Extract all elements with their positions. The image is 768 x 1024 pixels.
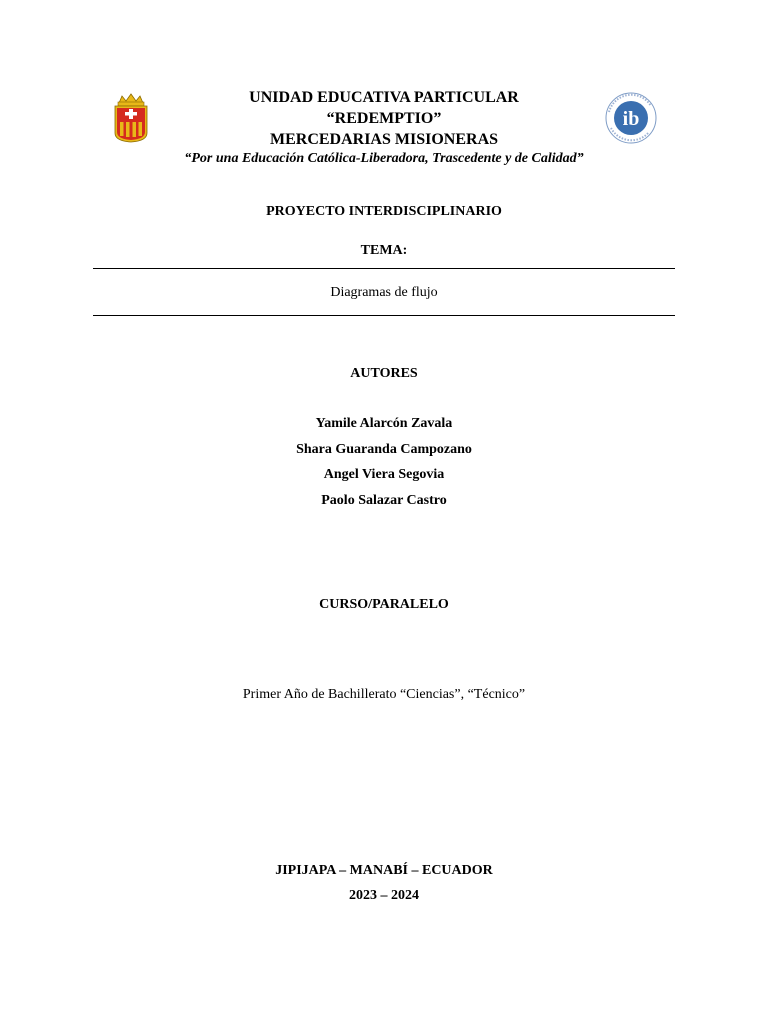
project-title: PROYECTO INTERDISCIPLINARIO [266,204,502,219]
tema-top-rule [93,268,675,269]
course-label: CURSO/PARALELO [319,597,449,612]
school-name-line3: MERCEDARIAS MISIONERAS [269,131,499,148]
ib-logo-letters: ib [622,108,640,130]
author-name: Shara Guaranda Campozano [296,442,472,457]
location: JIPIJAPA – MANABÍ – ECUADOR [275,863,493,878]
author-name: Yamile Alarcón Zavala [315,416,453,431]
school-motto: “Por una Educación Católica-Liberadora, Trascedente y de Calidad” [184,151,584,166]
tema-value: Diagramas de flujo [330,285,438,300]
course-value: Primer Año de Bachillerato “Ciencias”, “Técnico” [242,687,526,702]
authors-label: AUTORES [350,366,418,381]
school-name-line1: UNIDAD EDUCATIVA PARTICULAR [249,89,519,106]
school-name-line2: “REDEMPTIO” [326,110,442,127]
school-years: 2023 – 2024 [349,888,419,903]
author-name: Angel Viera Segovia [323,467,445,482]
tema-bottom-rule [93,315,675,316]
author-name: Paolo Salazar Castro [321,493,447,508]
tema-label: TEMA: [360,243,408,258]
